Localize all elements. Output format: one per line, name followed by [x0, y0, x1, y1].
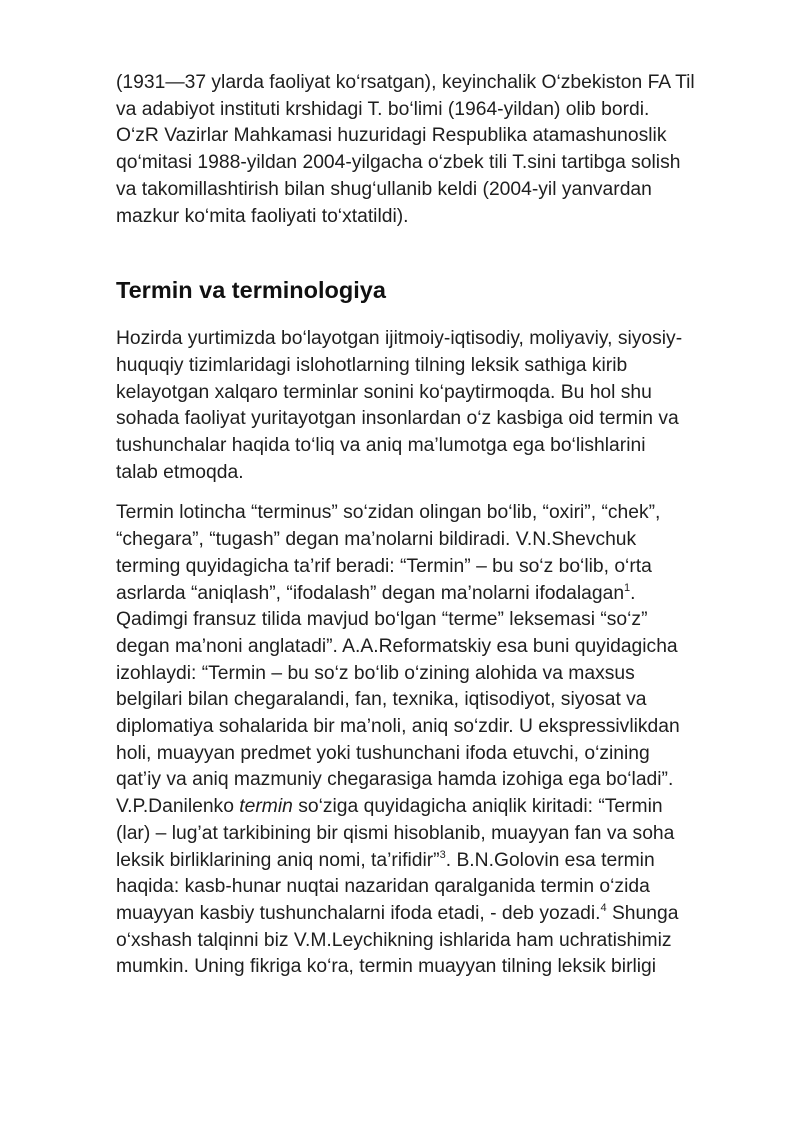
paragraph-line: degan ma’noni anglatadi”. A.A.Reformatskiy esa buni quyidagicha [116, 635, 678, 657]
emphasized-word: termin [239, 796, 293, 818]
paragraph-line: diplomatiya sohalarida bir ma’noli, aniq so‘zdir. U ekspressivlikdan [116, 716, 680, 738]
paragraph-line: talab etmoqda. [116, 461, 244, 483]
paragraph-line: Hozirda yurtimizda bo‘layotgan ijitmoiy-iqtisodiy, moliyaviy, siyosiy- [116, 328, 683, 350]
intro-line: va takomillashtirish bilan shug‘ullanib keldi (2004-yil yanvardan [116, 178, 652, 200]
intro-line: va adabiyot instituti krshidagi T. bo‘limi (1964-yildan) olib bordi. [116, 98, 650, 120]
paragraph-line: “chegara”, “tugash” degan ma’nolarni bildiradi. V.N.Shevchuk [116, 529, 637, 551]
paragraph-term-definitions [116, 500, 756, 981]
section-heading: Termin va terminologiya [116, 277, 386, 304]
paragraph-line: holi, muayyan predmet yoki tushunchani ifoda etuvchi, o‘zining [116, 742, 650, 764]
intro-paragraph [116, 70, 756, 230]
paragraph-line: huquqiy tizimlaridagi islohotlarning tilning leksik sathiga kirib [116, 354, 628, 376]
paragraph-line: belgilari bilan chegaralandi, fan, texnika, iqtisodiyot, siyosat va [116, 689, 647, 711]
intro-line: (1931—37 ylarda faoliyat ko‘rsatgan), keyinchalik O‘zbekiston FA Til [116, 72, 695, 93]
paragraph-modern-reforms [116, 326, 756, 486]
paragraph-line: haqida: kasb-hunar nuqtai nazaridan qaralganida termin o‘zida [116, 876, 650, 898]
paragraph-line: kelayotgan xalqaro terminlar sonini ko‘paytirmoqda. Bu hol shu [116, 381, 652, 403]
paragraph-line: mumkin. Uning fikriga ko‘ra, termin muayyan tilning leksik birligi [116, 956, 657, 978]
paragraph-line: so‘ziga quyidagicha aniqlik kiritadi: “Termin [292, 796, 663, 818]
paragraph-line: V.P.Danilenko [116, 796, 240, 818]
paragraph-line: izohlaydi: “Termin – bu so‘z bo‘lib o‘zining alohida va maxsus [116, 662, 635, 684]
paragraph-line: sohada faoliyat yuritayotgan insonlardan o‘z kasbiga oid termin va [116, 408, 679, 430]
paragraph-line: Qadimgi fransuz tilida mavjud bo‘lgan “terme” leksemasi “so‘z” [116, 609, 648, 631]
footnote-ref[interactable]: 1 [624, 581, 631, 594]
paragraph-line: Termin lotincha “terminus” so‘zidan olingan bo‘lib, “oxiri”, “chek”, [116, 502, 661, 524]
document-page [116, 70, 756, 981]
paragraph-line: qat’iy va aniq mazmuniy chegarasiga hamda izohiga ega bo‘ladi”. [116, 769, 674, 791]
intro-line: O‘zR Vazirlar Mahkamasi huzuridagi Respublika atamashunoslik [116, 125, 667, 147]
paragraph-line: (lar) – lug’at tarkibining bir qismi hisoblanib, muayyan fan va soha [116, 822, 675, 844]
paragraph-line: muayyan kasbiy tushunchalarni ifoda etadi, - deb yozadi. [116, 902, 601, 924]
intro-line: mazkur ko‘mita faoliyati to‘xtatildi). [116, 205, 409, 227]
paragraph-line: Shunga [606, 902, 679, 924]
paragraph-line: asrlarda “aniqlash”, “ifodalash” degan ma’nolarni ifodalagan [116, 582, 625, 604]
paragraph-line-end: . [630, 582, 636, 604]
paragraph-line: . B.N.Golovin esa termin [445, 849, 655, 871]
paragraph-line: o‘xshash talqinni biz V.M.Leychikning ishlarida ham uchratishimiz [116, 929, 672, 951]
intro-line: qo‘mitasi 1988-yildan 2004-yilgacha o‘zbek tili T.sini tartibga solish [116, 152, 681, 174]
paragraph-line: terming quyidagicha ta’rif beradi: “Termin” – bu so‘z bo‘lib, o‘rta [116, 555, 652, 577]
footnote-ref[interactable]: 3 [439, 848, 446, 861]
paragraph-line: tushunchalar haqida to‘liq va aniq ma’lumotga ega bo‘lishlarini [116, 435, 646, 457]
footnote-ref[interactable]: 4 [600, 901, 607, 914]
paragraph-line: leksik birliklarining aniq nomi, ta’rifidir” [116, 849, 440, 871]
